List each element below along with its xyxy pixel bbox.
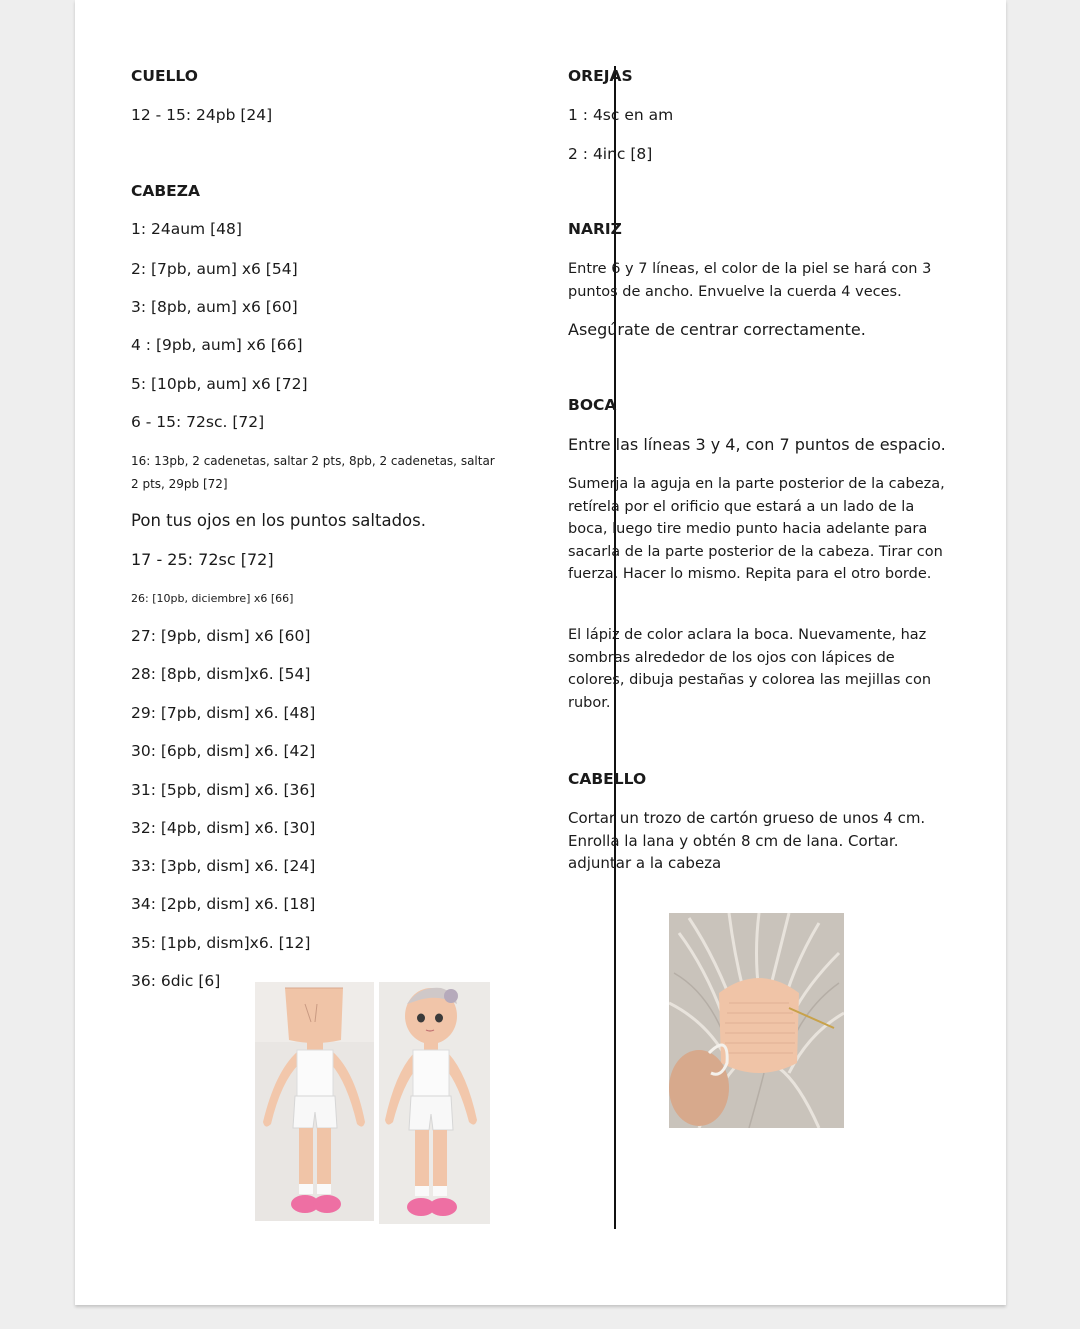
boca-heading: BOCA [568, 396, 617, 414]
cabeza-row: 29: [7pb, dism] x6. [48] [131, 704, 316, 722]
cabeza-row: 32: [4pb, dism] x6. [30] [131, 819, 316, 837]
cabeza-row-17: 17 - 25: 72sc [72] [131, 550, 274, 569]
cabeza-row: 4 : [9pb, aum] x6 [66] [131, 336, 303, 354]
cabeza-row: 3: [8pb, aum] x6 [60] [131, 298, 298, 316]
cabeza-row-26: 26: [10pb, diciembre] x6 [66] [131, 592, 294, 605]
cabeza-row: 6 - 15: 72sc. [72] [131, 413, 265, 431]
nariz-heading: NARIZ [568, 220, 622, 238]
cabeza-row: 1: 24aum [48] [131, 220, 242, 238]
cabeza-row: 27: [9pb, dism] x6 [60] [131, 627, 311, 645]
cabeza-row: 28: [8pb, dism]x6. [54] [131, 665, 311, 683]
hair-photo [669, 913, 844, 1128]
orejas-row: 1 : 4sc en am [568, 106, 674, 124]
nariz-note: Asegúrate de centrar correctamente. [568, 320, 866, 339]
orejas-heading: OREJAS [568, 67, 633, 85]
cabeza-row: 31: [5pb, dism] x6. [36] [131, 781, 316, 799]
cuello-row: 12 - 15: 24pb [24] [131, 106, 273, 124]
boca-text-2: El lápiz de color aclara la boca. Nuevamente, haz sombras alrededor de los ojos con lápices de colores, dibuja pestañas y colorea las mejillas con rubor. [568, 627, 932, 711]
cabello-heading: CABELLO [568, 770, 647, 788]
cabeza-heading: CABEZA [131, 182, 201, 200]
nariz-text: Entre 6 y 7 líneas, el color de la piel se hará con 3 puntos de ancho. Envuelve la cuerda 4 veces. [568, 261, 932, 300]
cuello-heading: CUELLO [131, 67, 198, 85]
cabeza-row: 5: [10pb, aum] x6 [72] [131, 375, 308, 393]
doll-face-photo [379, 982, 490, 1224]
boca-text: Sumerja la aguja en la parte posterior de la cabeza, retírela por el orificio que estará a un lado de la boca, luego tire medio punto hacia adelante para sacarla de la parte posterior de la cabeza. Tirar con fuerza. Hacer lo mismo. Repita para el otro borde. [568, 476, 945, 582]
cabeza-row: 33: [3pb, dism] x6. [24] [131, 857, 316, 875]
cabeza-row: 30: [6pb, dism] x6. [42] [131, 742, 316, 760]
cabeza-row: 34: [2pb, dism] x6. [18] [131, 895, 316, 913]
doll-body-photo [255, 982, 374, 1221]
cabello-text: Cortar un trozo de cartón grueso de unos 4 cm. Enrolla la lana y obtén 8 cm de lana. Cortar. adjuntar a la cabeza [568, 809, 926, 872]
cabeza-row: 2: [7pb, aum] x6 [54] [131, 260, 298, 278]
orejas-row: 2 : 4inc [8] [568, 145, 653, 163]
boca-note: Entre las líneas 3 y 4, con 7 puntos de espacio. [568, 435, 946, 454]
cabeza-row-16: 16: 13pb, 2 cadenetas, saltar 2 pts, 8pb, 2 cadenetas, saltar 2 pts, 29pb [72] [131, 454, 495, 491]
document-page [75, 0, 1006, 1305]
eyes-note: Pon tus ojos en los puntos saltados. [131, 511, 426, 530]
cabeza-row: 36: 6dic [6] [131, 972, 221, 990]
cabeza-row: 35: [1pb, dism]x6. [12] [131, 934, 311, 952]
